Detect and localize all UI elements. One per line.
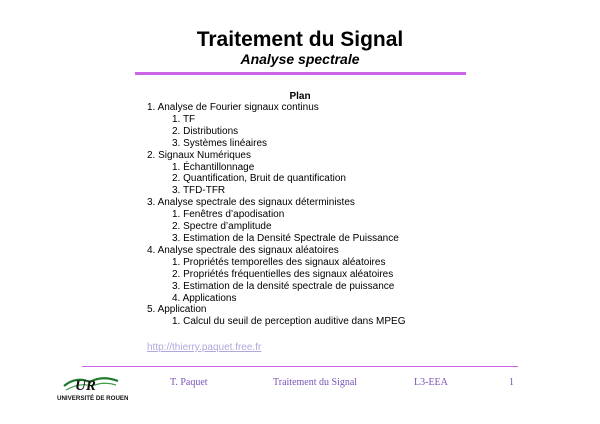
toc-item: 1. Échantillonnage [172, 161, 255, 173]
plan-heading: Plan [289, 91, 311, 102]
toc-item: 3. TFD-TFR [172, 185, 226, 197]
author-website-link[interactable]: http://thierry.paquet.free.fr [147, 342, 262, 353]
toc-section: 1. Analyse de Fourier signaux continus [147, 102, 319, 113]
toc-item: 3. Estimation de la densité spectrale de puissance [172, 280, 395, 292]
toc-item: 2. Propriétés fréquentielles des signaux aléatoires [172, 268, 394, 280]
footer-level: L3-EEA [414, 377, 448, 388]
toc-section: 4. Analyse spectrale des signaux aléatoires [147, 244, 339, 256]
footer-author: T. Paquet [170, 377, 208, 388]
header-divider [135, 72, 466, 75]
toc-item: 2. Quantification, Bruit de quantification [172, 173, 346, 185]
toc-item: 1. Propriétés temporelles des signaux aléatoires [172, 256, 386, 268]
toc-item: 1. Fenêtres d’apodisation [172, 209, 285, 221]
footer-divider [82, 366, 518, 367]
footer-page-number: 1 [509, 377, 514, 388]
toc-section: 5. Application [147, 304, 207, 316]
toc-item: 2. Distributions [172, 125, 239, 137]
page-subtitle: Analyse spectrale [240, 51, 360, 67]
logo-letters: UR [75, 378, 96, 394]
logo-caption: UNIVERSITÉ DE ROUEN [57, 395, 128, 402]
page-title: Traitement du Signal [196, 28, 404, 51]
table-of-contents [147, 102, 477, 328]
toc-section: 3. Analyse spectrale des signaux déterministes [147, 197, 355, 209]
footer-course: Traitement du Signal [273, 377, 358, 388]
toc-item: 4. Applications [172, 292, 237, 304]
university-logo-mark [56, 372, 128, 402]
university-logo [56, 372, 128, 402]
toc-item: 2. Spectre d’amplitude [172, 221, 272, 233]
toc-item: 1. TF [172, 113, 196, 125]
toc-section: 2. Signaux Numériques [147, 149, 251, 161]
toc-item: 3. Estimation de la Densité Spectrale de Puissance [172, 232, 399, 244]
toc-item: 3. Systèmes linéaires [172, 137, 268, 149]
toc-item: 1. Calcul du seuil de perception auditive dans MPEG [172, 316, 406, 328]
